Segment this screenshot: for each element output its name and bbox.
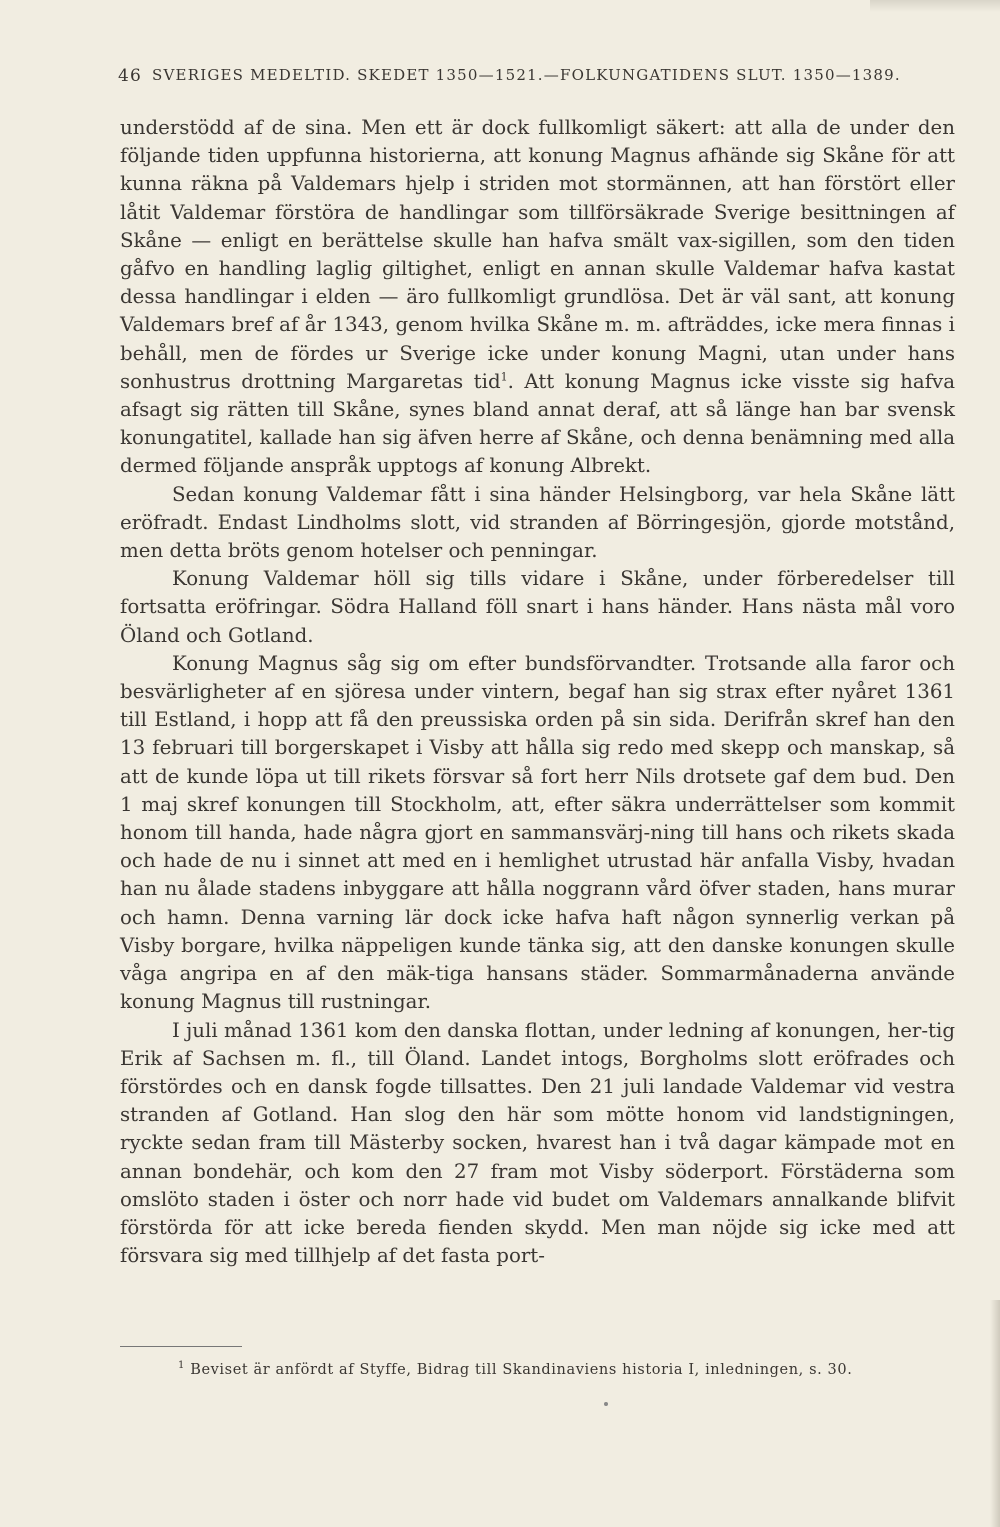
page-edge-shadow <box>870 0 1000 12</box>
paragraph: understödd af de sina. Men ett är dock fullkomligt säkert: att alla de under den följande tiden uppfunna historierna, att konung Magnus afhände sig Skåne för att kunna räkna på Valdemars hjelp i striden mot stormännen, att han förstört eller låtit Valdemar förstöra de handlingar som tillförsäkrade Sverige besittningen af Skåne — enligt en berättelse skulle han hafva smält vax-sigillen, som den tiden gåfvo en handling laglig giltighet, enligt en annan skulle Valdemar hafva kastat dessa handlingar i elden — äro fullkomligt grundlösa. Det är väl sant, att konung Valdemars bref af år 1343, genom hvilka Skåne m. m. afträddes, icke mera finnas i behåll, men de fördes ur Sverige icke under konung Magni, utan under hans sonhustrus drottning Margaretas tid$^1$. Att konung Magnus icke visste sig hafva afsagt sig rätten till Skåne, synes bland annat deraf, att så länge han bar svensk konungatitel, kallade han sig äfven herre af Skåne, och denna benämning med alla dermed följande anspråk upptogs af konung Albrekt. <box>120 116 955 478</box>
running-header <box>118 66 978 86</box>
ink-speck <box>604 1402 608 1406</box>
footnote <box>178 1360 938 1378</box>
paragraph: Konung Valdemar höll sig tills vidare i Skåne, under förberedelser till fortsatta eröfringar. Södra Halland föll snart i hans händer. Hans nästa mål voro Öland och Gotland. <box>120 567 955 647</box>
footnote-reference: 1 <box>500 370 508 384</box>
footnote-rule <box>120 1346 242 1347</box>
page-number: 46 <box>118 66 143 86</box>
body-text <box>120 114 955 1270</box>
paragraph: Sedan konung Valdemar fått i sina händer Helsingborg, var hela Skåne lätt eröfradt. Endast Lindholms slott, vid stranden af Börringesjön, gjorde motstånd, men detta bröts genom hotelser och penningar. <box>120 482 955 563</box>
page-edge-shadow-right <box>990 1300 1000 1527</box>
paragraph: I juli månad 1361 kom den danska flottan, under ledning af konungen, her-tig Erik af Sachsen m. fl., till Öland. Landet intogs, Borgholms slott eröfrades och förstördes och en dansk fogde tillsattes. Den 21 juli landade Valdemar vid vestra stranden af Gotland. Han slog den här som mötte honom vid landstigningen, ryckte sedan fram till Mästerby socken, hvarest han i två dagar kämpade mot en annan bondehär, och kom den 27 fram mot Visby söderport. Förstäderna som omslöto staden i öster och norr hade vid budet om Valdemars annalkande blifvit förstörda för att icke bereda fienden skydd. Men man nöjde sig icke med att försvara sig med tillhjelp af det fasta port- <box>120 1018 955 1268</box>
paragraph: Konung Magnus såg sig om efter bundsförvandter. Trotsande alla faror och besvärligheter af en sjöresa under vintern, begaf han sig strax efter nyåret 1361 till Estland, i hopp att få den preussiska orden på sin sida. Derifrån skref han den 13 februari till borgerskapet i Visby att hålla sig redo med skepp och manskap, så att de kunde löpa ut till rikets försvar så fort herr Nils drotsete gaf dem bud. Den 1 maj skref konungen till Stockholm, att, efter säkra underrättelser som kommit honom till handa, hade några gjort en sammansvärj-ning till hans och rikets skada och hade de nu i sinnet att med en i hemlighet utrustad här anfalla Visby, hvadan han nu ålade stadens inbyggare att hålla noggrann vård öfver staden, hans murar och hamn. Denna varning lär dock icke hafva haft någon synnerlig verkan på Visby borgare, hvilka näppeligen kunde tänka sig, att den danske konungen skulle våga angripa en af den mäk-tiga hansans städer. Sommarmånaderna använde konung Magnus till rustningar. <box>120 651 955 1014</box>
running-title: SVERIGES MEDELTID. SKEDET 1350—1521.—FOLKUNGATIDENS SLUT. 1350—1389. <box>152 66 901 84</box>
footnote-mark: 1 <box>178 1360 185 1371</box>
footnote-text: Beviset är anfördt af Styffe, Bidrag till Skandinaviens historia I, inledningen, s. 30. <box>190 1361 853 1378</box>
